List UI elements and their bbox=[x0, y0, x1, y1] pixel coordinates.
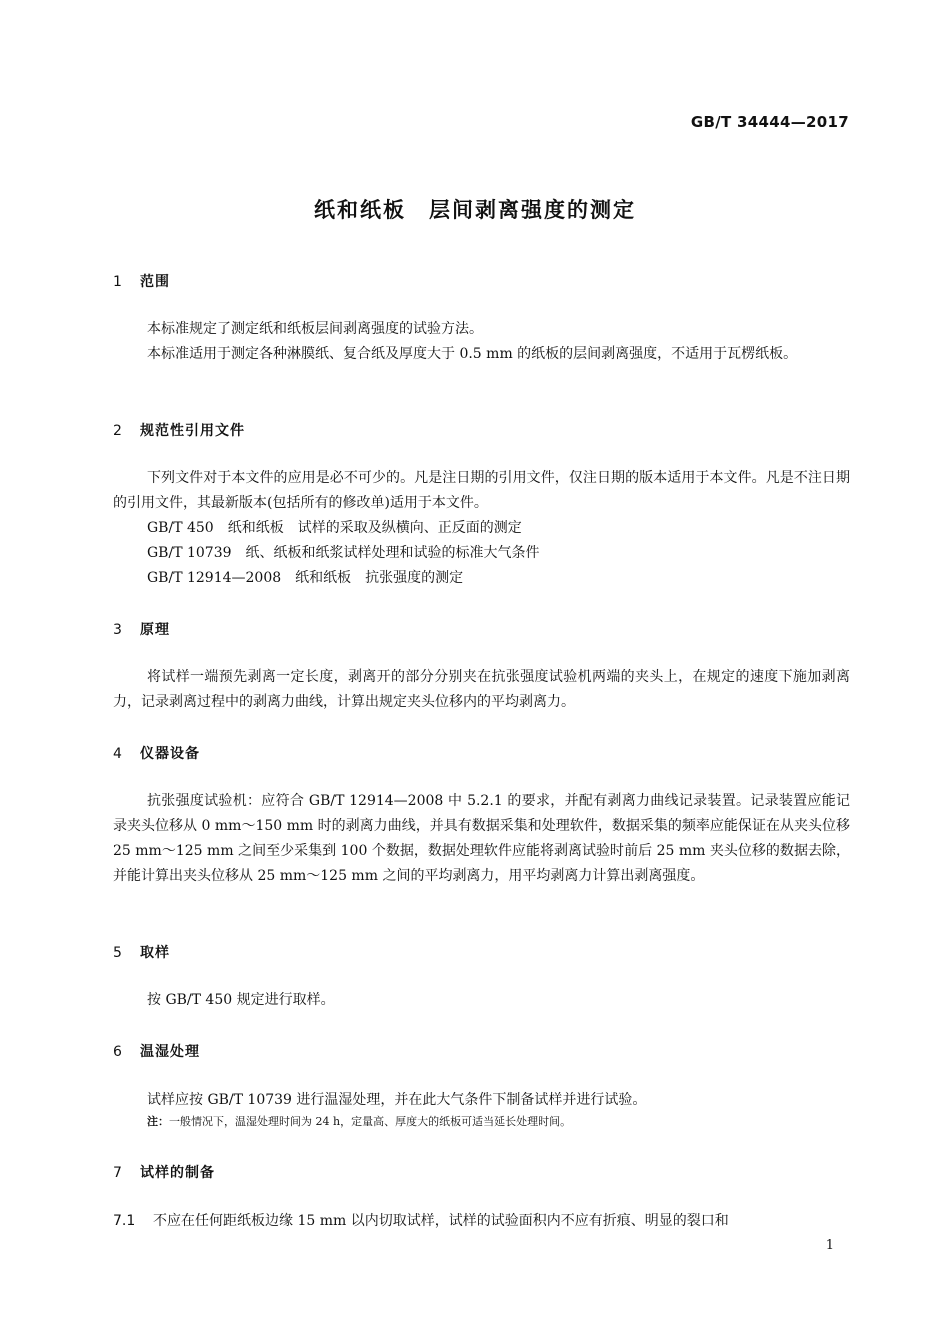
section-6-heading bbox=[113, 1041, 200, 1061]
paragraph: 将试样一端预先剥离一定长度，剥离开的部分分别夹在抗张强度试验机两端的夹头上，在规定的速度下施加剥离力，记录剥离过程中的剥离力曲线，计算出规定夹头位移内的平均剥离力。 bbox=[113, 669, 850, 710]
section-5-heading bbox=[113, 942, 170, 962]
paragraph: 按 GB/T 450 规定进行取样。 bbox=[147, 992, 335, 1008]
paragraph: 本标准适用于测定各种淋膜纸、复合纸及厚度大于 0.5 mm 的纸板的层间剥离强度，不适用于瓦楞纸板。 bbox=[147, 346, 798, 362]
paragraph: 下列文件对于本文件的应用是必不可少的。凡是注日期的引用文件，仅注日期的版本适用于本文件。凡是不注日期的引用文件，其最新版本(包括所有的修改单)适用于本文件。 bbox=[113, 470, 850, 511]
note bbox=[147, 1114, 571, 1130]
section-title: 规范性引用文件 bbox=[140, 423, 245, 439]
reference-item: GB/T 450 纸和纸板 试样的采取及纵横向、正反面的测定 bbox=[147, 520, 522, 536]
section-number: 2 bbox=[113, 423, 123, 439]
section-title: 取样 bbox=[140, 945, 170, 961]
section-title: 范围 bbox=[140, 274, 170, 290]
clause-number: 7.1 bbox=[113, 1213, 136, 1229]
paragraph: 本标准规定了测定纸和纸板层间剥离强度的试验方法。 bbox=[147, 321, 483, 337]
note-label: 注： bbox=[147, 1115, 169, 1128]
section-7-heading bbox=[113, 1162, 215, 1182]
section-number: 4 bbox=[113, 746, 123, 762]
section-4-heading bbox=[113, 743, 200, 763]
document-title: 纸和纸板 层间剥离强度的测定 bbox=[314, 198, 636, 222]
section-title: 仪器设备 bbox=[140, 746, 200, 762]
section-3-heading bbox=[113, 619, 170, 639]
section-title: 试样的制备 bbox=[140, 1165, 215, 1181]
paragraph: 试样应按 GB/T 10739 进行温湿处理，并在此大气条件下制备试样并进行试验。 bbox=[147, 1092, 647, 1108]
note-text: 一般情况下，温湿处理时间为 24 h，定量高、厚度大的纸板可适当延长处理时间。 bbox=[169, 1115, 572, 1128]
section-number: 1 bbox=[113, 274, 123, 290]
page-number: 1 bbox=[825, 1238, 834, 1253]
reference-item: GB/T 10739 纸、纸板和纸浆试样处理和试验的标准大气条件 bbox=[147, 545, 540, 561]
clause-text: 不应在任何距纸板边缘 15 mm 以内切取试样，试样的试验面积内不应有折痕、明显的裂口和 bbox=[153, 1213, 729, 1229]
section-number: 5 bbox=[113, 945, 123, 961]
section-title: 原理 bbox=[140, 622, 170, 638]
reference-item: GB/T 12914—2008 纸和纸板 抗张强度的测定 bbox=[147, 570, 464, 586]
section-1-heading bbox=[113, 271, 170, 291]
section-2-heading bbox=[113, 420, 245, 440]
section-number: 3 bbox=[113, 622, 123, 638]
paragraph: 抗张强度试验机：应符合 GB/T 12914—2008 中 5.2.1 的要求，并配有剥离力曲线记录装置。记录装置应能记录夹头位移从 0 mm～150 mm 时的剥离力曲线，并具有数据采集和处理软件，数据采集的频率应能保证在从夹头位移 25 mm～125 mm 之间至少采集到 100 个数据，数据处理软件应能将剥离试验时前后 25 mm 夹头位移的数据去除，并能计算出夹头位移从 25 mm～125 mm 之间的平均剥离力，用平均剥离力计算出剥离强度。 bbox=[113, 793, 850, 884]
clause-7-1 bbox=[113, 1209, 850, 1234]
section-number: 6 bbox=[113, 1044, 123, 1060]
standard-code: GB/T 34444—2017 bbox=[690, 113, 849, 131]
section-number: 7 bbox=[113, 1165, 123, 1181]
section-title: 温湿处理 bbox=[140, 1044, 200, 1060]
